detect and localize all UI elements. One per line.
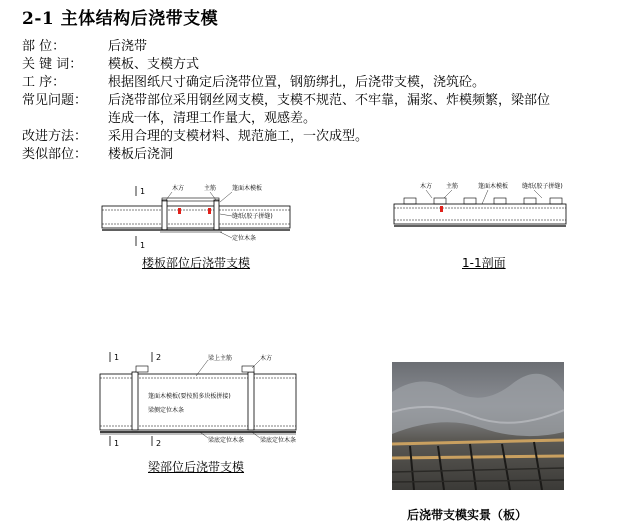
row-label: 类似部位： xyxy=(22,147,88,162)
section-mark-2-bottom: 2 xyxy=(156,439,162,448)
row-value: 模板、支模方式 xyxy=(108,57,200,72)
label-main-rebar: 主筋 xyxy=(204,185,217,192)
row-value: 后浇带 xyxy=(108,39,148,54)
info-row-process xyxy=(22,74,486,92)
label-beam-main-rebar: 梁上主筋 xyxy=(208,355,233,362)
row-value: 后浇带部位采用钢丝网支模，支模不规范、不牢靠，漏浆、炸模频繁，梁部位 xyxy=(108,93,551,108)
section-mark-2-top: 2 xyxy=(156,353,162,362)
row-label: 改进方法： xyxy=(22,129,88,144)
info-row-improvement xyxy=(22,128,369,146)
section-mark-1-top: 1 xyxy=(114,353,120,362)
row-value-continued: 连成一体，清理工作量大，观感差。 xyxy=(108,111,317,126)
label-wood: 木方 xyxy=(420,183,433,190)
info-row-keywords xyxy=(22,56,200,74)
label-plywood: 篷面木模板(要按照多块板拼接) xyxy=(148,393,231,400)
label-wood: 木方 xyxy=(172,185,185,192)
section-mark-1-bottom: 1 xyxy=(114,439,120,448)
section-1-1-diagram xyxy=(392,182,572,242)
section-1-1-caption: 1-1剖面 xyxy=(462,256,506,270)
info-row-problems xyxy=(22,92,551,128)
label-joint: 缝纸(胶子拼缝) xyxy=(522,183,563,190)
row-value: 根据图纸尺寸确定后浇带位置，钢筋绑扎，后浇带支模，浇筑砼。 xyxy=(108,75,486,90)
row-value: 采用合理的支模材料、规范施工，一次成型。 xyxy=(108,129,369,144)
row-label: 常见问题： xyxy=(22,93,88,108)
label-beam-bottom: 梁底定位木条 xyxy=(208,437,245,444)
label-joint: 缝纸(胶子拼缝) xyxy=(232,213,273,220)
page-title: 2-1 主体结构后浇带支模 xyxy=(22,9,219,29)
label-beam-bottom-2: 梁底定位木条 xyxy=(260,437,297,444)
floor-slab-caption: 楼板部位后浇带支模 xyxy=(142,256,251,270)
info-row-location xyxy=(22,38,148,56)
photo-caption: 后浇带支模实景（板） xyxy=(407,508,528,522)
row-value: 楼板后浇洞 xyxy=(108,147,174,162)
label-plywood: 篷面木模板 xyxy=(478,183,509,190)
label-position: 定位木条 xyxy=(232,235,257,242)
section-mark-bottom: 1 xyxy=(140,241,146,250)
row-label: 关 键 词： xyxy=(22,57,83,72)
beam-caption: 梁部位后浇带支模 xyxy=(148,460,245,474)
label-plywood: 篷面木模板 xyxy=(232,185,263,192)
row-label: 工 序： xyxy=(22,75,66,90)
info-row-similar xyxy=(22,146,174,164)
label-main-rebar: 主筋 xyxy=(446,183,459,190)
label-side-position: 梁侧定位木条 xyxy=(148,407,185,414)
row-label: 部 位： xyxy=(22,39,66,54)
beam-diagram xyxy=(96,350,306,450)
label-wood: 木方 xyxy=(260,355,273,362)
floor-slab-diagram xyxy=(100,180,300,250)
site-photo xyxy=(392,362,564,490)
section-mark-top: 1 xyxy=(140,187,146,196)
